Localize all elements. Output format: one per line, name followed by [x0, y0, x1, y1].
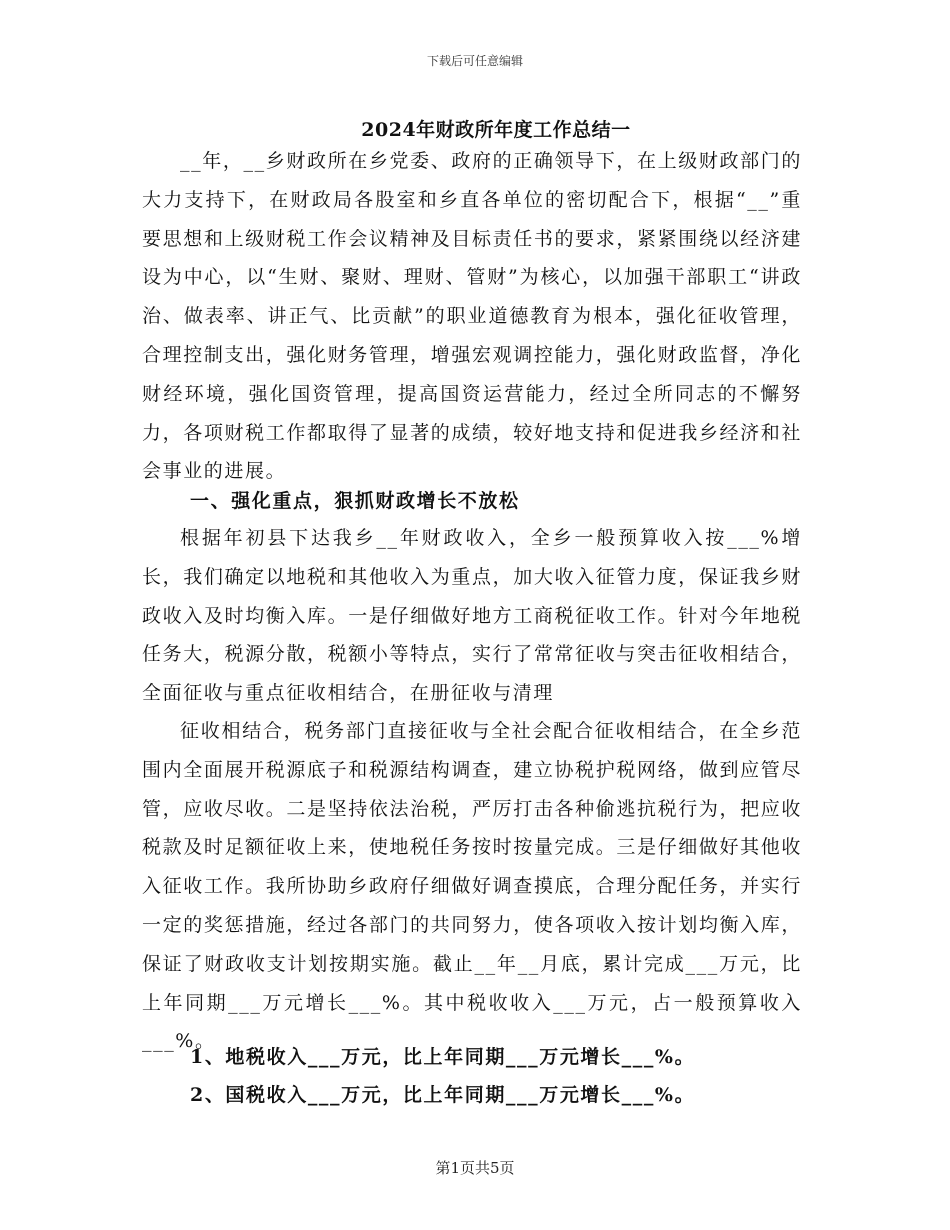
section-1-paragraph-2: 征收相结合，税务部门直接征收与全社会配合征收相结合，在全乡范围内全面展开税源底子和税源结构调查，建立协税护税网络，做到应管尽管，应收尽收。二是坚持依法治税，严厉打击各种偷逃抗税行为，把应收税款及时足额征收上来，使地税任务按时按量完成。三是仔细做好其他收入征收工作。我所协助乡政府仔细做好调查摸底，合理分配任务，并实行一定的奖惩措施，经过各部门的共同努力，使各项收入按计划均衡入库，保证了财政收支计划按期实施。截止__年__月底，累计完成___万元，比上年同期___万元增长___%。其中税收收入___万元，占一般预算收入___%。 — [142, 720, 802, 1053]
intro-paragraph: __年，__乡财政所在乡党委、政府的正确领导下，在上级财政部门的大力支持下，在财政局各股室和乡直各单位的密切配合下，根据“__”重要思想和上级财税工作会议精神及目标责任书的要求，紧紧围绕以经济建设为中心，以“生财、聚财、理财、管财”为核心，以加强干部职工“讲政治、做表率、讲正气、比贡献”的职业道德教育为根本，强化征收管理，合理控制支出，强化财务管理，增强宏观调控能力，强化财政监督，净化财经环境，强化国资管理，提高国资运营能力，经过全所同志的不懈努力，各项财税工作都取得了显著的成绩，较好地支持和促进我乡经济和社会事业的进展。 — [142, 150, 802, 483]
section-1-heading: 一、强化重点，狠抓财政增长不放松 — [190, 490, 520, 512]
page-number-footer: 第1页共5页 — [435, 1159, 515, 1177]
document-title: 2024年财政所年度工作总结一 — [361, 119, 631, 141]
list-item-national-tax: 2、国税收入___万元，比上年同期___万元增长___%。 — [190, 1084, 696, 1106]
list-item-local-tax: 1、地税收入___万元，比上年同期___万元增长___%。 — [190, 1046, 696, 1068]
page-header-note: 下载后可任意编辑 — [426, 54, 523, 68]
section-1-paragraph-1: 根据年初县下达我乡__年财政收入，全乡一般预算收入按___%增长，我们确定以地税和其他收入为重点，加大收入征管力度，保证我乡财政收入及时均衡入库。一是仔细做好地方工商税征收工作。针对今年地税任务大，税源分散，税额小等特点，实行了常常征收与突击征收相结合，全面征收与重点征收相结合，在册征收与清理 — [142, 527, 802, 705]
